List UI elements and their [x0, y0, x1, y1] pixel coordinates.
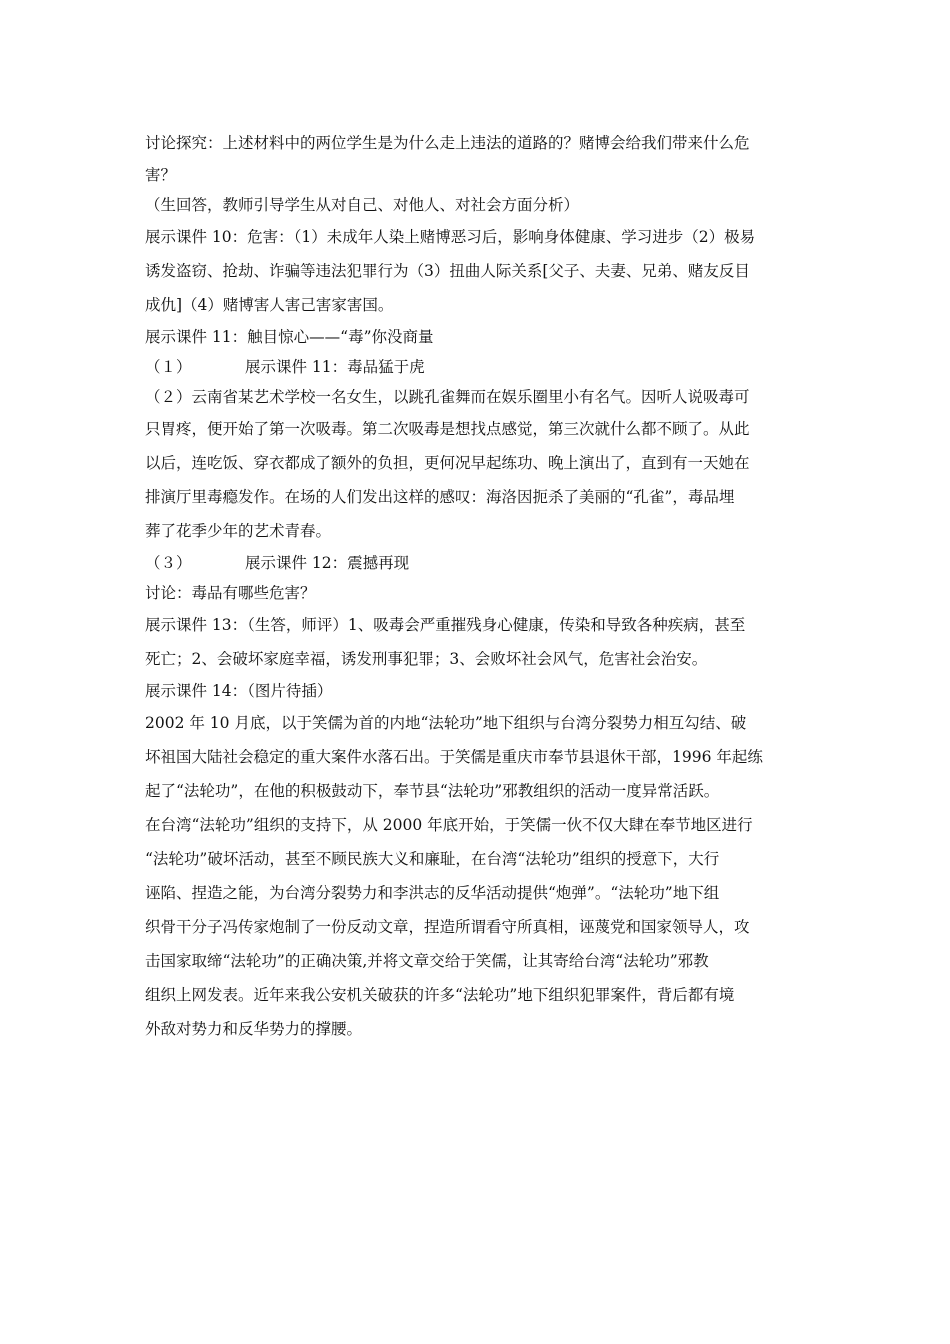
list-item-number: （１）	[145, 358, 192, 376]
paragraph-line: 以后，连吃饭、穿衣都成了额外的负担，更何况早起练功、晚上演出了，直到有一天她在	[145, 454, 750, 472]
paragraph-line: 展示课件 11：触目惊心——“毒”你没商量	[145, 328, 434, 346]
paragraph-line: 害？	[145, 166, 177, 184]
paragraph-line: 展示课件 10：危害：（1）未成年人染上赌博恶习后，影响身体健康、学习进步（2）极易	[145, 228, 756, 246]
paragraph-line: 讨论：毒品有哪些危害？	[145, 584, 316, 602]
document-body	[145, 126, 825, 1046]
list-item	[145, 352, 825, 382]
paragraph-line: 组织上网发表。近年来我公安机关破获的许多“法轮功”地下组织犯罪案件，背后都有境	[145, 986, 735, 1004]
paragraph-line: （２）云南省某艺术学校一名女生，以跳孔雀舞而在娱乐圈里小有名气。因听人说吸毒可	[145, 388, 750, 406]
paragraph-line: 击国家取缔“法轮功”的正确决策,并将文章交给于笑儒，让其寄给台湾“法轮功”邪教	[145, 952, 709, 970]
paragraph-line: （生回答，教师引导学生从对自己、对他人、对社会方面分析）	[145, 196, 580, 214]
list-item-text: 展示课件 11：毒品猛于虎	[245, 358, 425, 376]
paragraph-line: 织骨干分子冯传家炮制了一份反动文章，捏造所谓看守所真相，诬蔑党和国家领导人，攻	[145, 918, 750, 936]
list-item-number: （３）	[145, 554, 192, 572]
paragraph-line: 展示课件 13：（生答，师评）1、吸毒会严重摧残身心健康，传染和导致各种疾病，甚至	[145, 616, 746, 634]
paragraph-line: 排演厅里毒瘾发作。在场的人们发出这样的感叹：海洛因扼杀了美丽的“孔雀”，毒品埋	[145, 488, 735, 506]
list-item	[145, 548, 825, 578]
paragraph-line: 展示课件 14：（图片待插）	[145, 682, 333, 700]
paragraph-line: 外敌对势力和反华势力的撑腰。	[145, 1020, 363, 1038]
paragraph-line: 诱发盗窃、抢劫、诈骗等违法犯罪行为（3）扭曲人际关系[父子、夫妻、兄弟、赌友反目	[145, 262, 750, 280]
paragraph-line: 在台湾“法轮功”组织的支持下，从 2000 年底开始，于笑儒一伙不仅大肆在奉节地区进行	[145, 816, 753, 834]
paragraph-line: 2002 年 10 月底，以于笑儒为首的内地“法轮功”地下组织与台湾分裂势力相互勾结、破	[145, 714, 747, 732]
paragraph-line: 起了“法轮功”，在他的积极鼓动下，奉节县“法轮功”邪教组织的活动一度异常活跃。	[145, 782, 720, 800]
list-item-text: 展示课件 12：震撼再现	[245, 554, 410, 572]
paragraph-line: 成仇]（4）赌博害人害己害家害国。	[145, 296, 394, 314]
paragraph-line: “法轮功”破坏活动，甚至不顾民族大义和廉耻，在台湾“法轮功”组织的授意下，大行	[145, 850, 720, 868]
paragraph-line: 讨论探究：上述材料中的两位学生是为什么走上违法的道路的？赌博会给我们带来什么危	[145, 134, 750, 152]
paragraph-line: 只胃疼，便开始了第一次吸毒。第二次吸毒是想找点感觉，第三次就什么都不顾了。从此	[145, 420, 750, 438]
paragraph-line: 死亡；2、会破坏家庭幸福，诱发刑事犯罪；3、会败坏社会风气，危害社会治安。	[145, 650, 708, 668]
paragraph-line: 坏祖国大陆社会稳定的重大案件水落石出。于笑儒是重庆市奉节县退休干部，1996 年起练	[145, 748, 763, 766]
paragraph-line: 葬了花季少年的艺术青春。	[145, 522, 332, 540]
paragraph-line: 诬陷、捏造之能，为台湾分裂势力和李洪志的反华活动提供“炮弹”。“法轮功”地下组	[145, 884, 720, 902]
